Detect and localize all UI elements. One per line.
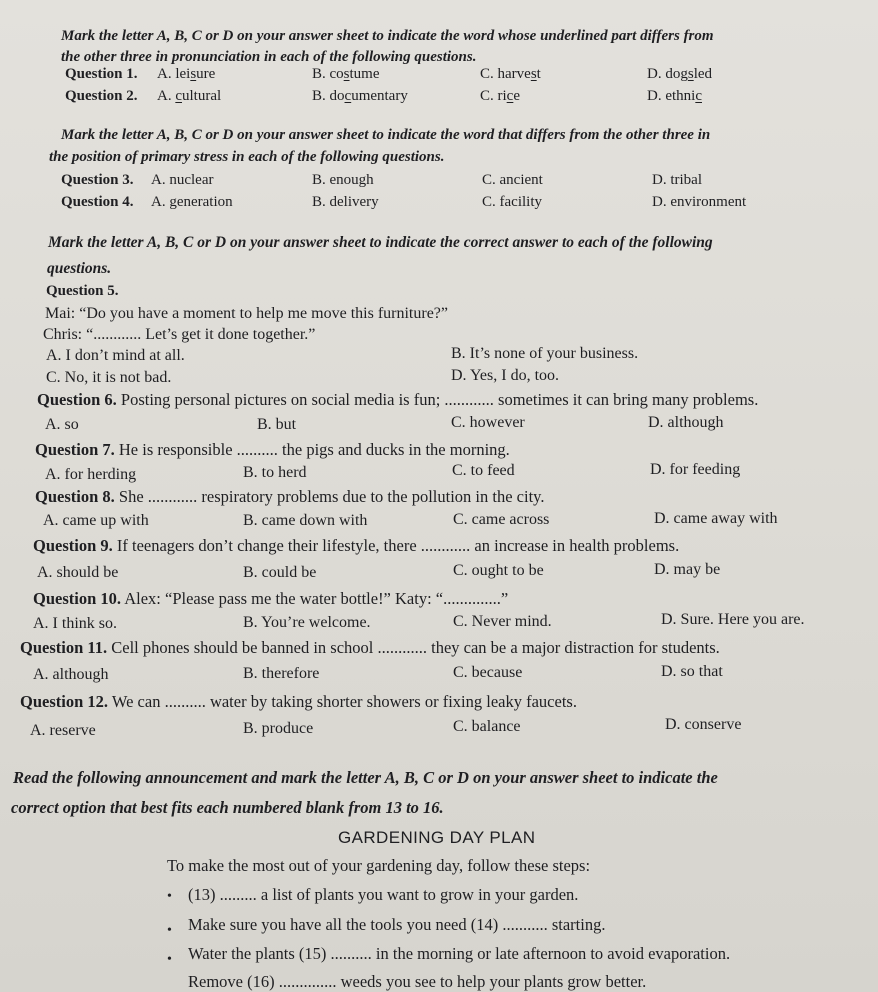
question-3-label: Question 3. (61, 172, 134, 188)
section3-instruction-line1: Mark the letter A, B, C or D on your answer sheet to indicate the correct answer to each of the following (48, 234, 713, 251)
question-8-option-d: D. came away with (654, 510, 778, 527)
question-5-label: Question 5. (46, 283, 119, 299)
question-8-option-a: A. came up with (43, 512, 149, 529)
question-1-option-c: C. harvest (480, 66, 541, 82)
question-4-option-d: D. environment (652, 194, 747, 210)
question-6-option-a: A. so (45, 416, 79, 433)
section2-instruction-line2: the position of primary stress in each of the following questions. (49, 149, 445, 165)
question-2-option-b: B. documentary (312, 88, 408, 104)
question-4-label: Question 4. (61, 194, 134, 210)
question-1-label: Question 1. (65, 66, 138, 82)
announcement-bullet-15: Water the plants (15) .......... in the morning or late afternoon to avoid evaporation. (188, 944, 731, 963)
question-5-option-c: C. No, it is not bad. (46, 369, 172, 386)
announcement-bullet-16: Remove (16) .............. weeds you see to help your plants grow better. (188, 972, 647, 991)
question-7-option-d: D. for feeding (650, 461, 741, 478)
question-5-option-a: A. I don’t mind at all. (46, 347, 185, 364)
question-6-option-d: D. although (648, 414, 724, 431)
question-11-option-b: B. therefore (243, 665, 320, 682)
bullet-dot-icon: • (167, 889, 172, 904)
question-3-option-a: A. nuclear (151, 172, 214, 188)
question-5-dialogue-line2: Chris: “............ Let’s get it done together.” (43, 326, 316, 343)
question-7-option-a: A. for herding (45, 466, 137, 483)
question-12-option-a: A. reserve (30, 722, 96, 739)
question-3-option-c: C. ancient (482, 172, 543, 188)
question-10-option-b: B. You’re welcome. (243, 614, 371, 631)
question-2-option-a: A. cultural (157, 88, 222, 104)
question-3-option-d: D. tribal (652, 172, 702, 188)
question-9-option-b: B. could be (243, 564, 317, 581)
question-10-option-c: C. Never mind. (453, 613, 552, 630)
question-5-option-d: D. Yes, I do, too. (451, 367, 560, 384)
question-12-option-c: C. balance (453, 718, 521, 735)
section3-instruction-line2: questions. (47, 260, 112, 277)
question-4-option-a: A. generation (151, 194, 233, 210)
question-10-option-a: A. I think so. (33, 615, 117, 632)
question-4-option-c: C. facility (482, 194, 542, 210)
question-9-stem: Question 9. If teenagers don’t change their lifestyle, there ............ an increase in health problems. (33, 536, 680, 555)
question-6-stem: Question 6. Posting personal pictures on social media is fun; ............ sometimes it can bring many problems. (37, 390, 759, 409)
announcement-intro: To make the most out of your gardening day, follow these steps: (167, 856, 591, 875)
question-4-option-b: B. delivery (312, 194, 379, 210)
question-3-option-b: B. enough (312, 172, 374, 188)
section1-instruction-line1: Mark the letter A, B, C or D on your answer sheet to indicate the word whose underlined part differs from (61, 28, 714, 44)
section1-instruction-line2: the other three in pronunciation in each of the following questions. (61, 49, 477, 65)
question-7-stem: Question 7. He is responsible .......... the pigs and ducks in the morning. (35, 440, 510, 459)
question-10-option-d: D. Sure. Here you are. (661, 611, 805, 628)
section4-instruction-line2: correct option that best fits each numbered blank from 13 to 16. (11, 798, 444, 817)
question-8-option-b: B. came down with (243, 512, 368, 529)
question-8-stem: Question 8. She ............ respiratory problems due to the pollution in the city. (35, 487, 545, 506)
section4-instruction-line1: Read the following announcement and mark the letter A, B, C or D on your answer sheet to indicate the (13, 768, 718, 787)
question-11-option-a: A. although (33, 666, 109, 683)
question-5-dialogue-line1: Mai: “Do you have a moment to help me move this furniture?” (45, 305, 448, 322)
question-9-option-a: A. should be (37, 564, 119, 581)
question-5-option-b: B. It’s none of your business. (451, 345, 639, 362)
question-11-option-c: C. because (453, 664, 523, 681)
question-9-option-d: D. may be (654, 561, 721, 578)
question-7-option-c: C. to feed (452, 462, 515, 479)
question-12-option-d: D. conserve (665, 716, 742, 733)
bullet-dot-icon: • (167, 923, 172, 938)
question-1-option-a: A. leisure (157, 66, 216, 82)
announcement-title: GARDENING DAY PLAN (338, 828, 536, 847)
question-8-option-c: C. came across (453, 511, 550, 528)
question-11-option-d: D. so that (661, 663, 723, 680)
bullet-dot-icon: • (167, 952, 172, 967)
question-12-stem: Question 12. We can .......... water by taking shorter showers or fixing leaky faucets. (20, 692, 577, 711)
question-9-option-c: C. ought to be (453, 562, 544, 579)
announcement-bullet-14: Make sure you have all the tools you need (14) ........... starting. (188, 915, 606, 934)
section2-instruction-line1: Mark the letter A, B, C or D on your answer sheet to indicate the word that differs from the other three in (61, 127, 711, 143)
question-10-stem: Question 10. Alex: “Please pass me the water bottle!” Katy: “..............” (33, 589, 509, 608)
question-2-option-d: D. ethnic (647, 88, 702, 104)
question-6-option-b: B. but (257, 416, 297, 433)
question-2-option-c: C. rice (480, 88, 521, 104)
question-1-option-d: D. dogsled (647, 66, 713, 82)
question-2-label: Question 2. (65, 88, 138, 104)
question-1-option-b: B. costume (312, 66, 380, 82)
question-12-option-b: B. produce (243, 720, 314, 737)
announcement-bullet-13: (13) ......... a list of plants you want to grow in your garden. (188, 885, 579, 904)
question-6-option-c: C. however (451, 414, 525, 431)
question-7-option-b: B. to herd (243, 464, 307, 481)
question-11-stem: Question 11. Cell phones should be banned in school ............ they can be a major distraction for students. (20, 638, 720, 657)
